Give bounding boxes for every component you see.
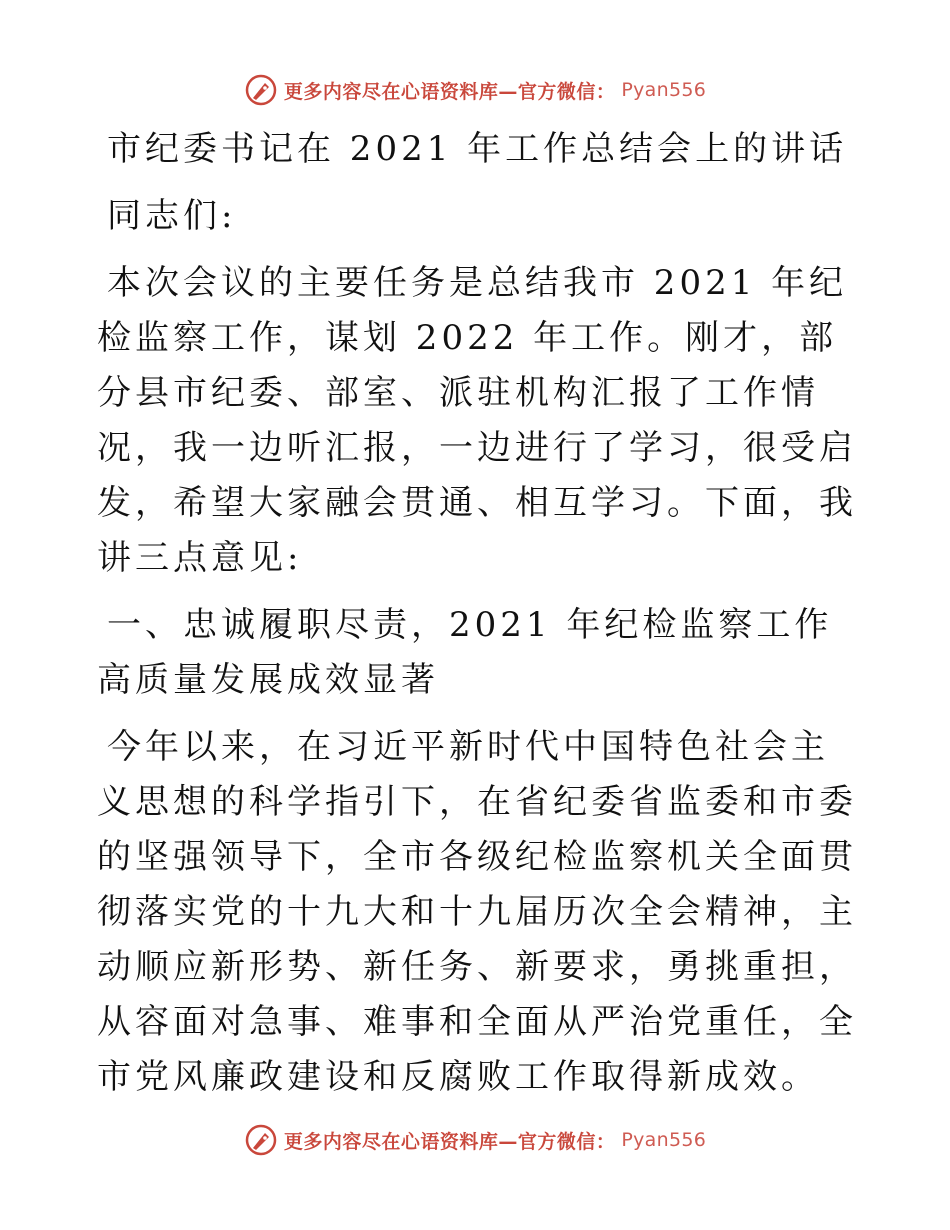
watermark-text: 更多内容尽在心语资料库—官方微信： [283,80,616,103]
pen-nib-circle-icon [244,73,278,107]
pen-nib-circle-icon [244,1123,278,1157]
document-body [97,122,857,1105]
paragraph-2: 今年以来，在习近平新时代中国特色社会主义思想的科学指引下，在省纪委省监委和市委的坚强领导下，全市各级纪检监察机关全面贯彻落实党的十九大和十九届历次全会精神，主动顺应新形势、新任务、新要求，勇挑重担，从容面对急事、难事和全面从严治党重任，全市党风廉政建设和反腐败工作取得新成效。 [97,727,857,1097]
section-heading-1: 一、忠诚履职尽责，2021 年纪检监察工作高质量发展成效显著 [97,605,833,700]
salutation: 同志们: [107,196,237,236]
document-title: 市纪委书记在 2021 年工作总结会上的讲话 [107,129,848,169]
paragraph-1: 本次会议的主要任务是总结我市 2021 年纪检监察工作，谋划 2022 年工作。刚才，部分县市纪委、部室、派驻机构汇报了工作情况，我一边听汇报，一边进行了学习，很受启发，希望大家融会贯通、相互学习。下面，我讲三点意见: [97,263,857,578]
watermark-handle: Pyan556 [621,1129,707,1151]
footer-watermark [0,1120,950,1160]
watermark-text: 更多内容尽在心语资料库—官方微信： [283,1130,616,1153]
header-watermark [0,70,950,110]
watermark-handle: Pyan556 [621,79,707,101]
